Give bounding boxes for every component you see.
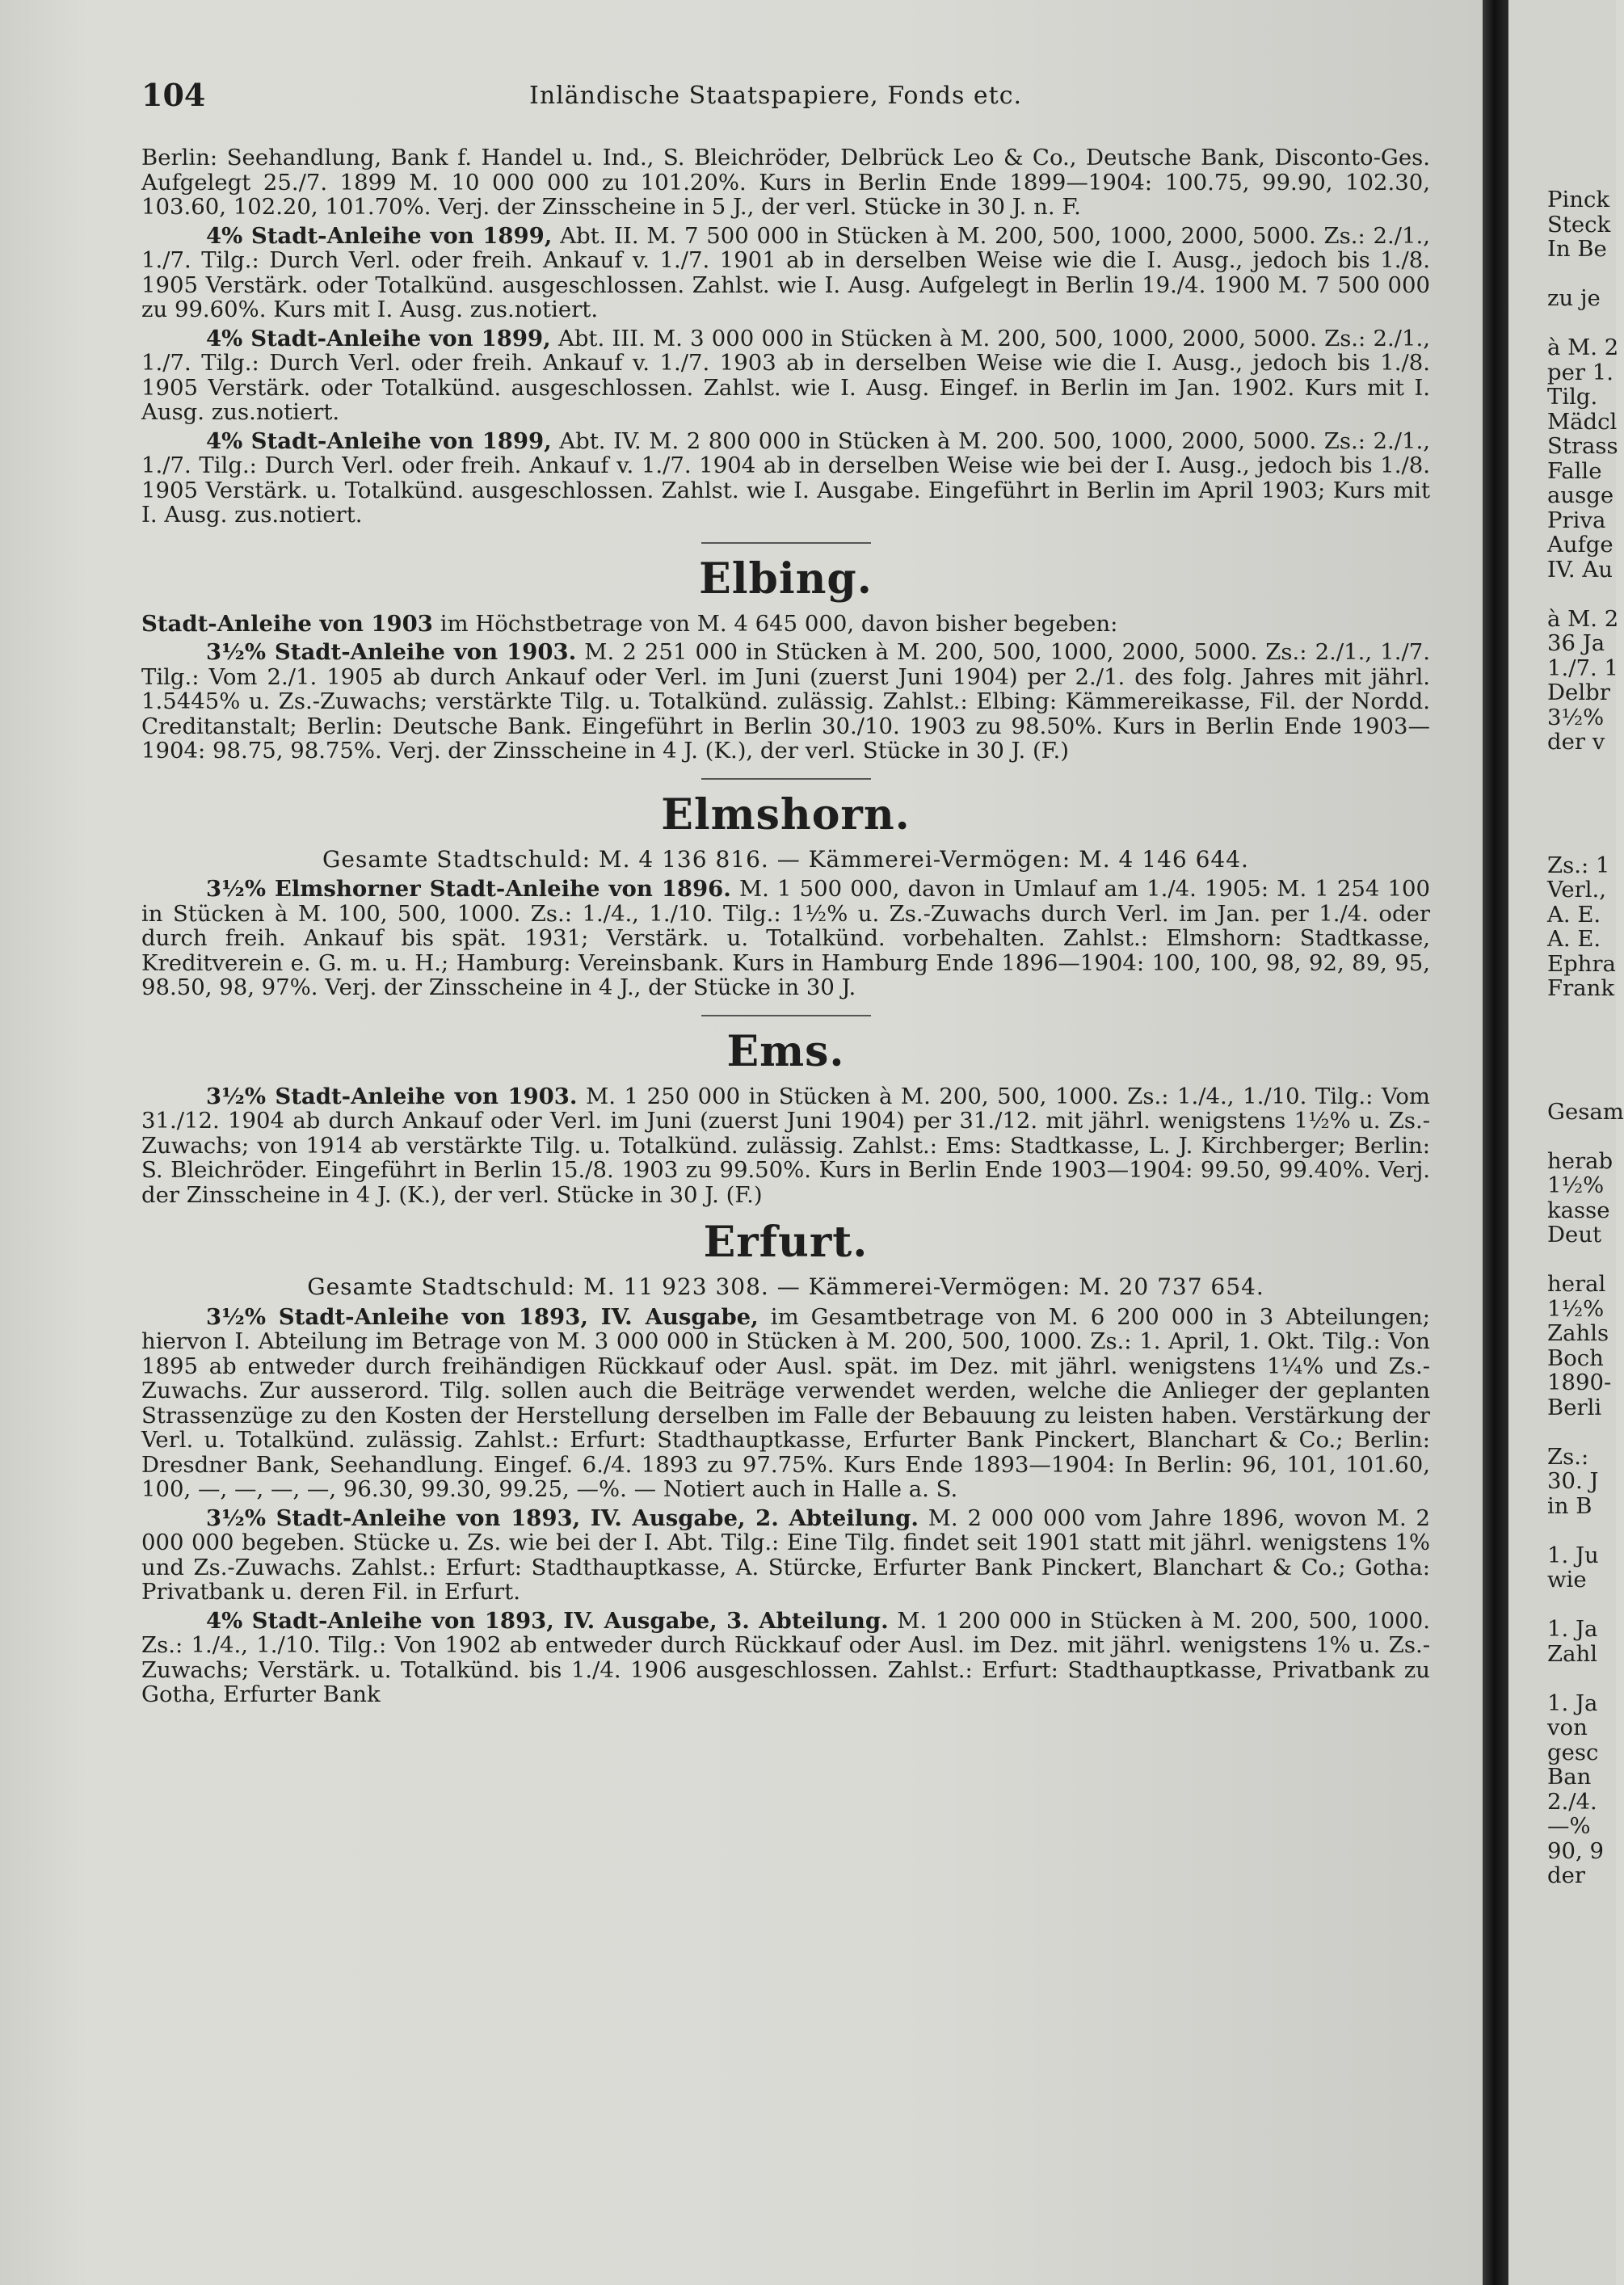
erfurt-loan-abt3 [141, 1609, 1430, 1707]
right-page-fragment: 90, 9 [1547, 1837, 1604, 1864]
loan-text: M. 1 250 000 in Stücken à M. 200, 500, 1000. Zs.: 1./4., 1./10. Tilg.: Vom 31./12. 1904 ab durch Ankauf oder Verl. im Juni (zuerst Juni 1904) per 31./12. mit jährl. wenigstens 1½% u. Zs.-Zuwachs; von 1914 ab verstärkte Tilg. u. Totalkünd. zulässig. Zahlst.: Ems: Stadtkasse, L. J. Kirchberger; Berlin: S. Bleichröder. Eingeführt in Berlin 15./8. 1903 zu 99.50%. Kurs in Berlin Ende 1903—1904: 99.50, 99.40%. Verj. der Zinsscheine in 4 J. (K.), der verl. Stücke in 30 J. (F.) [141, 1083, 1430, 1208]
book-gutter [1483, 0, 1508, 2285]
right-page-fragment: 36 Ja [1547, 630, 1605, 656]
elbing-loan-1903 [141, 640, 1430, 764]
loan-title: 4% Stadt-Anleihe von 1899, [206, 427, 552, 454]
right-page-fragment: Zahls [1547, 1320, 1609, 1346]
right-page-fragment: Delbr [1547, 680, 1610, 705]
right-page-fragment [1508, 1075, 1616, 1100]
right-page-fragment [1508, 1518, 1616, 1543]
erfurt-debt-summary: Gesamte Stadtschuld: M. 11 923 308. — Kämmerei-Vermögen: M. 20 737 654. [307, 1273, 1264, 1300]
right-page-fragment: Strass [1547, 433, 1618, 459]
right-page-fragment: A. E. [1547, 926, 1601, 952]
right-page-fragment: 1½% [1547, 1172, 1605, 1198]
right-page-fragment: kasse [1547, 1197, 1610, 1223]
loan-text: Abt. II. M. 7 500 000 in Stücken à M. 200, 500, 1000, 2000, 5000. Zs.: 2./1., 1./7. Tilg.: Durch Verl. oder freih. Ankauf v. 1./7. 1901 ab in derselben Weise wie die I. Ausg., jedoch bis 1./8. 1905 Verstärk. oder Totalkünd. ausgeschlossen. Zahlst. wie I. Ausg. Aufgelegt in Berlin 19./4. 1900 M. 7 500 000 zu 99.60%. Kurs mit I. Ausg. zus.notiert. [141, 222, 1430, 322]
right-page-fragment: Priva [1547, 507, 1606, 533]
right-page-fragment [1508, 262, 1616, 287]
city-heading-elmshorn: Elmshorn. [661, 789, 911, 840]
loan-text: im Gesamtbetrage von M. 6 200 000 in 3 Abteilungen; hiervon I. Abteilung im Betrage von M. 3 000 000 in Stücken à M. 200, 500, 1000. Zs.: 1. April, 1. Okt. Tilg.: Von 1895 ab entweder durch freihändigen Rückkauf oder Ausl. spät. im Dez. mit jährl. wenigstens 1¼% und Zs.-Zuwachs. Zur ausserord. Tilg. sollen auch die Beiträge verwendet werden, welche die Anlieger der geplanten Strassenzüge zu den Kosten der Herstellung derselben im Falle der Bebauung zu leisten haben. Verstärkung der Verl. u. Totalkünd. zulässig. Zahlst.: Erfurt: Stadthauptkasse, Erfurter Bank Pinckert, Blanchart & Co.; Berlin: Dresdner Bank, Seehandlung. Eingef. 6./4. 1893 zu 97.75%. Kurs Ende 1893—1904: In Berlin: 96, 101, 101.60, 100, —, —, —, —, 96.30, 99.30, 99.25, —%. — Notiert auch in Halle a. S. [141, 1303, 1430, 1502]
right-page-fragment [1508, 1666, 1616, 1691]
page-content [141, 145, 1430, 1711]
elmshorn-loan-1896 [141, 877, 1430, 1000]
right-page-fragment: Steck [1547, 211, 1611, 238]
ems-loan-1903 [141, 1084, 1430, 1208]
right-page-fragment [1508, 1050, 1616, 1075]
page-header [141, 77, 1410, 125]
right-page-fragment [1508, 828, 1616, 853]
right-page-fragments [1508, 0, 1624, 1888]
right-page-fragment: Verl., [1547, 877, 1607, 903]
right-page-fragment: herab [1547, 1147, 1613, 1174]
right-page-fragment: Zahl [1547, 1640, 1598, 1667]
right-page-fragment: in B [1547, 1492, 1592, 1519]
right-page-fragment [1508, 1001, 1616, 1026]
right-page-fragment [1508, 582, 1616, 607]
loan-title: 4% Stadt-Anleihe von 1899, [206, 325, 551, 351]
right-page-fragment: à M. 2 [1547, 605, 1619, 632]
right-page-fragment: Falle [1547, 457, 1602, 484]
right-page-fragment: Tilg. [1547, 384, 1598, 410]
right-page-fragment [1508, 755, 1616, 780]
city-heading-elbing: Elbing. [699, 553, 873, 604]
loan-text: M. 2 000 000 vom Jahre 1896, wovon M. 2 000 000 begeben. Stücke u. Zs. wie bei der I. Abt. Tilg.: Eine Tilg. findet seit 1901 statt mit jährl. wenigstens 1% und Zs.-Zuwachs. Zahlst.: Erfurt: Stadthauptkasse, A. Stürcke, Erfurter Bank Pinckert, Blanchart & Co.; Gotha: Privatbank u. deren Fil. in Erfurt. [141, 1504, 1430, 1605]
loan-title: 4% Stadt-Anleihe von 1899, [206, 222, 553, 249]
right-page-fragment: 30. J [1547, 1468, 1599, 1494]
right-page-fragment: Deut [1547, 1222, 1602, 1248]
loan-title: Stadt-Anleihe von 1903 [141, 610, 433, 637]
loan-title: 4% Stadt-Anleihe von 1893, IV. Ausgabe, 3. Abteilung. [206, 1607, 889, 1634]
elmshorn-debt-summary: Gesamte Stadtschuld: M. 4 136 816. — Kämmerei-Vermögen: M. 4 146 644. [322, 845, 1249, 873]
right-page-fragment: 1. Ju [1547, 1542, 1599, 1568]
right-page-fragment: In Be [1547, 236, 1607, 262]
right-page-fragment: Ban [1547, 1764, 1592, 1790]
section-divider [701, 542, 871, 544]
loan-title: 3½% Stadt-Anleihe von 1893, IV. Ausgabe, 2. Abteilung. [206, 1504, 919, 1531]
loan-title: 3½% Stadt-Anleihe von 1893, IV. Ausgabe, [206, 1303, 759, 1330]
right-page-fragment: 3½% [1547, 704, 1605, 730]
right-page-fragment: 1½% [1547, 1295, 1605, 1322]
berlin-loan-abt4 [141, 429, 1430, 528]
berlin-loan-abt2 [141, 224, 1430, 322]
section-divider [701, 1015, 871, 1016]
right-page-fragment [1508, 1025, 1616, 1050]
right-page-fragment: 1890- [1547, 1370, 1612, 1395]
right-page-fragment [1508, 1420, 1616, 1445]
city-heading-ems: Ems. [726, 1026, 845, 1076]
right-page-fragment [1508, 804, 1616, 829]
right-page-fragment: heral [1547, 1271, 1606, 1297]
loan-text: M. 2 251 000 in Stücken à M. 200, 500, 1000, 2000, 5000. Zs.: 2./1., 1./7. Tilg.: Vom 2./1. 1905 ab durch Ankauf oder Verl. im Juni (zuerst Juni 1904) per 2./1. des folg. Jahres mit jährl. 1.5445% u. Zs.-Zuwachs; verstärkte Tilg. u. Totalkünd. zulässig. Zahlst.: Elbing: Kämmereikasse, Fil. der Nordd. Creditanstalt; Berlin: Deutsche Bank. Eingeführt in Berlin 30./10. 1903 zu 98.50%. Kurs in Berlin Ende 1903—1904: 98.75, 98.75%. Verj. der Zinsscheine in 4 J. (K.), der verl. Stücke in 30 J. (F.) [141, 639, 1430, 764]
right-page-fragment: Ephra [1547, 950, 1616, 977]
loan-text: Abt. IV. M. 2 800 000 in Stücken à M. 200. 500, 1000, 2000, 5000. Zs.: 2./1., 1./7. Tilg.: Durch Verl. oder freih. Ankauf v. 1./7. 1904 ab in derselben Weise wie bei der I. Ausg., jedoch bis 1./8. 1905 Verstärk. u. Totalkünd. ausgeschlossen. Zahlst. wie I. Ausgabe. Eingeführt in Berlin im April 1903; Kurs mit I. Ausg. zus.notiert. [141, 427, 1430, 528]
right-page-fragment: 2./4. [1547, 1788, 1597, 1815]
right-page-fragment: 1. Ja [1547, 1690, 1598, 1716]
right-page-fragment: Gesam [1547, 1098, 1624, 1125]
berlin-loan-abt3 [141, 326, 1430, 425]
right-page-fragment: gesc [1547, 1739, 1599, 1765]
elbing-loan-total [141, 612, 1430, 637]
right-page-fragment: 1. Ja [1547, 1616, 1598, 1642]
right-page-fragment: per 1. [1547, 359, 1614, 385]
berlin-intro: Berlin: Seehandlung, Bank f. Handel u. Ind., S. Bleichröder, Delbrück Leo & Co., Deutsche Bank, Disconto-Ges. Aufgelegt 25./7. 1899 M. 10 000 000 zu 101.20%. Kurs in Berlin Ende 1899—1904: 100.75, 99.90, 102.30, 103.60, 102.20, 101.70%. Verj. der Zinsscheine in 5 J., der verl. Stücke in 30 J. n. F. [141, 145, 1430, 220]
right-page-fragment: Boch [1547, 1344, 1604, 1371]
right-page-fragment [1508, 1248, 1616, 1273]
right-page-fragment: IV. Au [1547, 556, 1613, 583]
right-page-fragment: A. E. [1547, 901, 1601, 928]
section-divider [701, 778, 871, 780]
right-page-fragment: zu je [1547, 285, 1601, 311]
right-page-fragment [1508, 311, 1616, 336]
right-page-fragment: Zs.: 1 [1547, 852, 1610, 878]
right-page-fragment: Mädcl [1547, 408, 1618, 435]
loan-text: Abt. III. M. 3 000 000 in Stücken à M. 200, 500, 1000, 2000, 5000. Zs.: 2./1., 1./7. Tilg.: Durch Verl. oder freih. Ankauf v. 1./7. 1903 ab in derselben Weise wie die I. Ausg., jedoch bis 1./8. 1905 Verstärk. oder Totalkünd. ausgeschlossen. Zahlst. wie I. Ausg. Eingef. in Berlin im Jan. 1902. Kurs mit I. Ausg. zus.notiert. [141, 325, 1430, 425]
right-page-fragment: der v [1547, 729, 1605, 755]
right-page-fragment: Aufge [1547, 532, 1613, 558]
right-page-fragment [1508, 1593, 1616, 1618]
right-page-fragment: Zs.: [1547, 1443, 1589, 1470]
loan-text: M. 1 200 000 in Stücken à M. 200, 500, 1000. Zs.: 1./4., 1./10. Tilg.: Von 1902 ab entweder durch Rückkauf oder Ausl. im Dez. mit jährl. wenigstens 1% u. Zs.-Zuwachs; Verstärk. u. Totalkünd. bis 1./4. 1906 ausgeschlossen. Zahlst.: Erfurt: Stadthauptkasse, Privatbank zu Gotha, Erfurter Bank [141, 1607, 1430, 1707]
right-page-fragment: Pinck [1547, 187, 1610, 213]
loan-title: 3½% Stadt-Anleihe von 1903. [206, 1083, 578, 1109]
right-page-fragment: Berli [1547, 1394, 1602, 1420]
right-page-fragment: wie [1547, 1567, 1587, 1593]
right-page-fragment: von [1547, 1715, 1588, 1740]
erfurt-loan-abt2 [141, 1506, 1430, 1605]
city-heading-erfurt: Erfurt. [703, 1218, 869, 1267]
loan-text: im Höchstbetrage von M. 4 645 000, davon bisher begeben: [440, 610, 1118, 637]
erfurt-loan-abt1 [141, 1305, 1430, 1502]
loan-text: M. 1 500 000, davon in Umlauf am 1./4. 1905: M. 1 254 100 in Stücken à M. 100, 500, 1000. Zs.: 1./4., 1./10. Tilg.: 1½% u. Zs.-Zuwachs durch Verl. im Jan. per 1./4. oder durch freih. Ankauf bis spät. 1931; Verstärk. u. Totalkünd. vorbehalten. Zahlst.: Elmshorn: Stadtkasse, Kreditverein e. G. m. u. H.; Hamburg: Vereinsbank. Kurs in Hamburg Ende 1896—1904: 100, 100, 98, 92, 89, 95, 98.50, 98, 97%. Verj. der Zinsscheine in 4 J., der Stücke in 30 J. [141, 876, 1430, 1000]
page-number: 104 [141, 77, 206, 113]
running-title: Inländische Staatspapiere, Fonds etc. [529, 82, 1023, 110]
right-page-fragment [1508, 1124, 1616, 1149]
right-page-fragment: à M. 2 [1547, 335, 1619, 360]
right-page-fragment: 1./7. 1 [1547, 654, 1618, 681]
right-page-fragment: ausge [1547, 482, 1614, 508]
right-page-fragment [1508, 779, 1616, 804]
right-page-fragment: der [1547, 1862, 1586, 1888]
loan-title: 3½% Stadt-Anleihe von 1903. [206, 639, 577, 665]
loan-title: 3½% Elmshorner Stadt-Anleihe von 1896. [206, 876, 731, 902]
right-page-fragment: Frank [1547, 975, 1614, 1001]
right-page-fragment: —% [1547, 1813, 1591, 1839]
right-page-edge [1508, 0, 1624, 2285]
